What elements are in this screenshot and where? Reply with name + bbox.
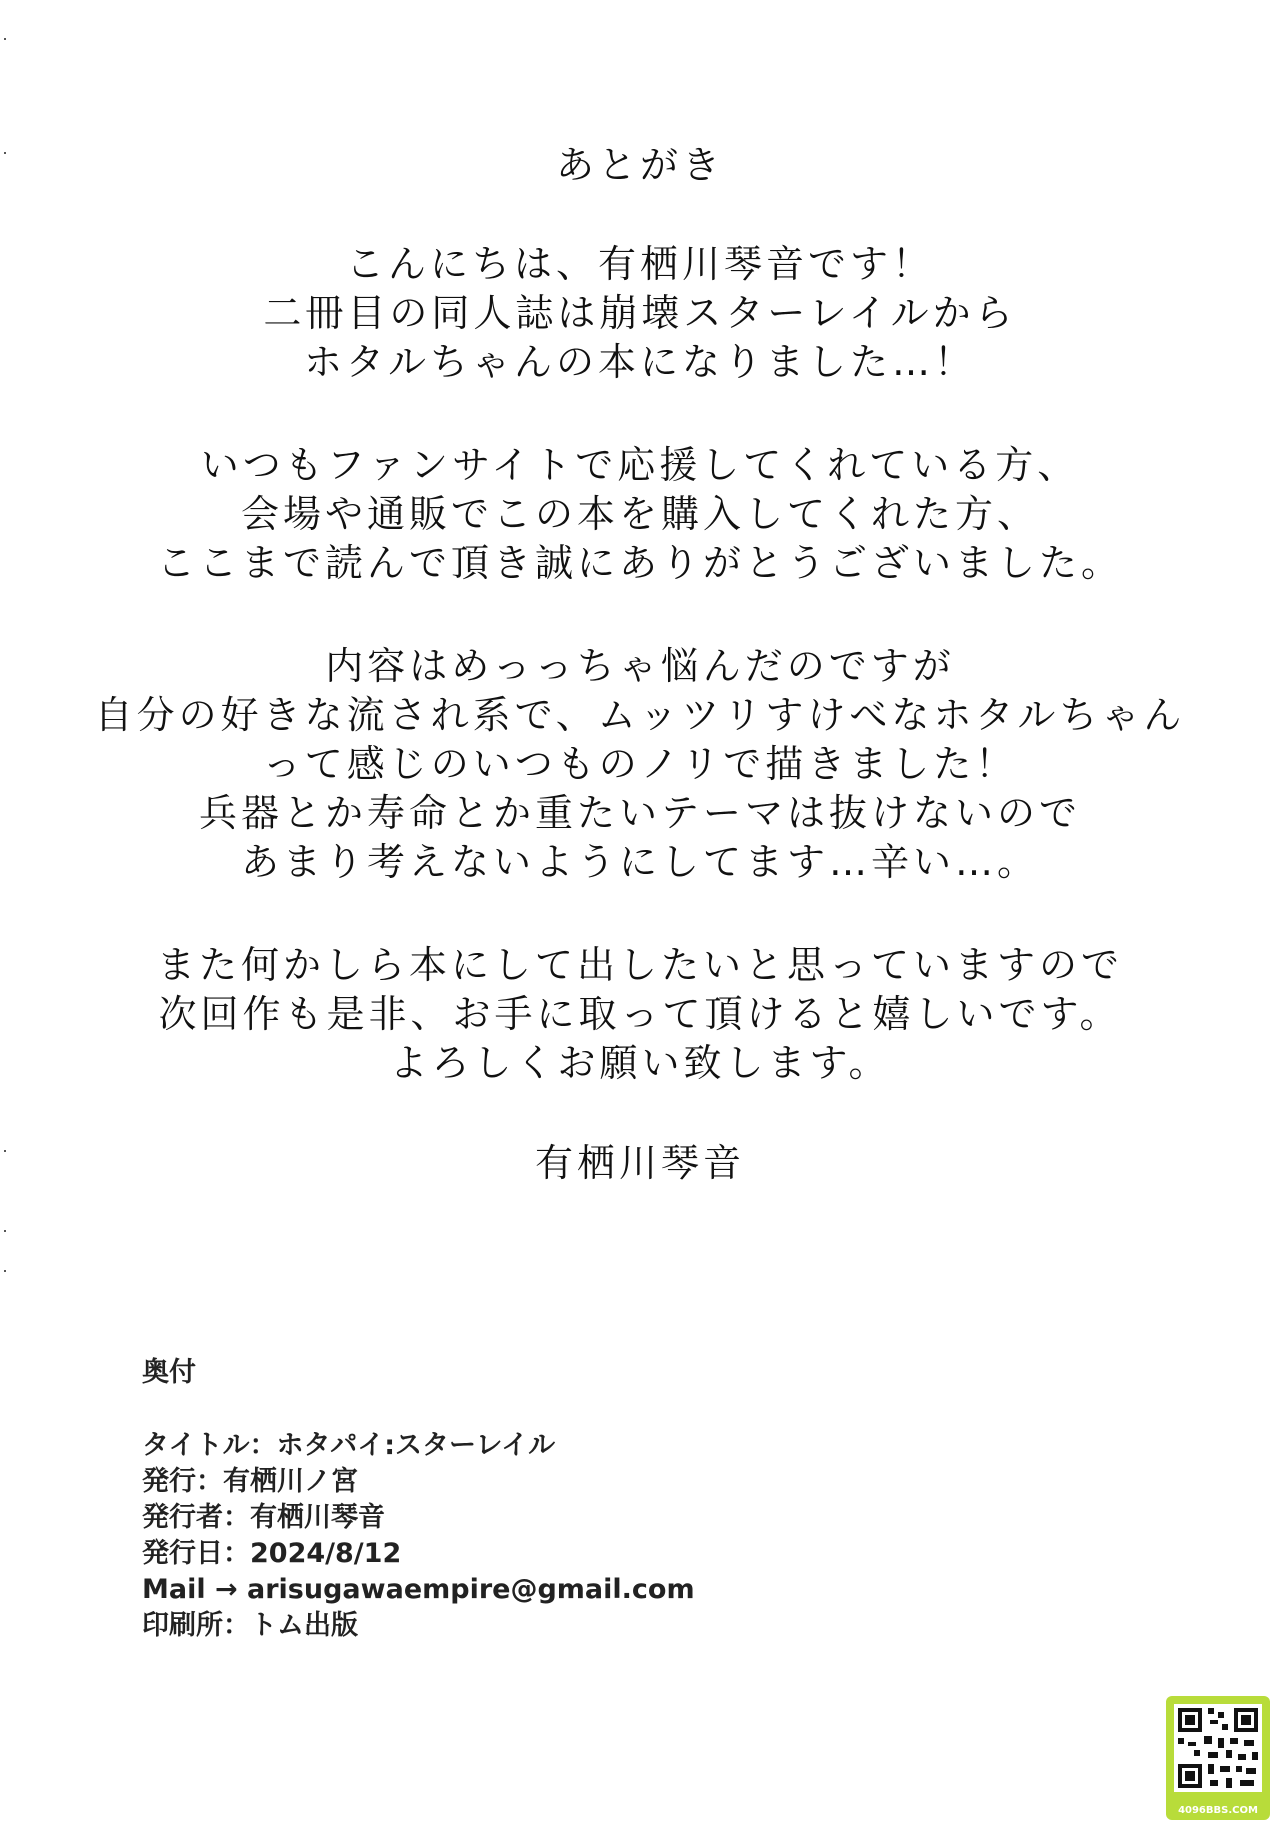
colophon-date-row: 発行日：2024/8/12 (142, 1538, 402, 1569)
paragraph (60, 240, 1220, 387)
colophon-printer-row: 印刷所：トム出版 (142, 1610, 358, 1641)
scan-speck (4, 1230, 6, 1232)
colophon-title-row: タイトル：ホタパイ:スターレイル (142, 1430, 556, 1461)
colophon-mail-row: Mail → arisugawaempire@gmail.com (142, 1574, 695, 1605)
colophon (142, 1356, 695, 1644)
qr-code-icon (1174, 1704, 1262, 1792)
scan-speck (4, 1150, 6, 1152)
scan-speck (4, 1270, 6, 1272)
paragraph-line: いつもファンサイトで応援してくれている方、 (200, 443, 1080, 487)
watermark-badge (1166, 1696, 1270, 1820)
paragraph-line: 会場や通販でこの本を購入してくれた方、 (240, 492, 1039, 536)
colophon-author-row: 発行者：有栖川琴音 (142, 1502, 385, 1533)
afterword-title: あとがき (555, 143, 724, 187)
paragraph-line: 二冊目の同人誌は崩壊スターレイルから (263, 291, 1017, 335)
afterword-section (60, 140, 1220, 1188)
author-signature: 有栖川琴音 (534, 1141, 745, 1185)
paragraph (60, 642, 1220, 887)
scan-speck (4, 38, 6, 40)
paragraph (60, 941, 1220, 1088)
paragraph-line: ホタルちゃんの本になりました…！ (303, 340, 976, 384)
paragraph-line: 内容はめっっちゃ悩んだのですが (325, 644, 955, 688)
watermark-label: 4096BBS.COM (1178, 1805, 1258, 1816)
paragraph-line: また何かしら本にして出したいと思っていますので (156, 943, 1123, 987)
paragraph-line: 次回作も是非、お手に取って頂けると嬉しいです。 (158, 992, 1122, 1036)
paragraph-line: って感じのいつものノリで描きました！ (262, 742, 1018, 786)
paragraph-line: よろしくお願い致します。 (389, 1041, 891, 1085)
colophon-heading: 奥付 (142, 1357, 196, 1388)
paragraph-line: こんにちは、有栖川琴音です！ (345, 242, 934, 286)
paragraph-line: ここまで読んで頂き誠にありがとうございました。 (156, 541, 1123, 585)
paragraph-line: あまり考えないようにしてます…辛い…。 (240, 840, 1039, 884)
paragraph (60, 441, 1220, 588)
scan-speck (4, 152, 6, 154)
paragraph-line: 兵器とか寿命とか重たいテーマは抜けないので (198, 791, 1081, 835)
colophon-publisher-row: 発行：有栖川ノ宮 (142, 1466, 358, 1497)
paragraph-line: 自分の好きな流され系で、ムッツリすけべなホタルちゃん (94, 693, 1186, 737)
